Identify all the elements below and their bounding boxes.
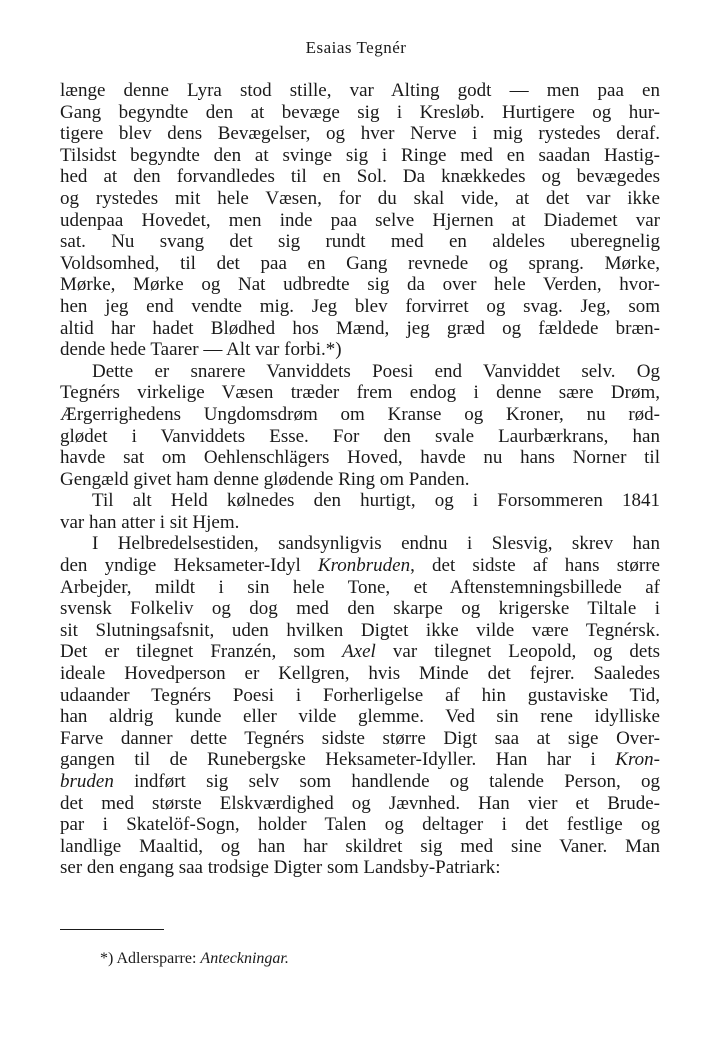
text-line: bruden indført sig selv som handlende og talende Person, og [60, 771, 660, 792]
text-line: dende hede Taarer — Alt var forbi.*) [60, 339, 342, 361]
text-line: tigere blev dens Bevægelser, og hver Nerve i mig rystedes deraf. [60, 123, 660, 145]
text-line: ser den engang saa trodsige Digter som Landsby-Patriark: [60, 857, 501, 879]
text-line: og rystedes mit hele Væsen, for du skal vide, at det var ikke [60, 187, 660, 209]
body-text [60, 80, 660, 879]
text-line: gangen til de Runebergske Heksameter-Idyller. Han har i Kron- [60, 749, 660, 771]
text-line: Voldsomhed, til det paa en Gang revnede og sprang. Mørke, [60, 252, 660, 274]
text-line: Til alt Held kølnedes den hurtigt, og i Forsommeren 1841 [92, 490, 660, 512]
text-line: Farve danner dette Tegnérs sidste større Digt saa at sige Over- [60, 727, 660, 749]
footnote-source: Anteckningar. [200, 950, 289, 967]
text-line: udaander Tegnérs Poesi i Forherligelse af hin gustaviske Tid, [60, 684, 660, 706]
text-line: hen jeg end vendte mig. Jeg blev forvirret og svag. Jeg, som [60, 295, 660, 317]
text-line: hed at den forvandledes til en Sol. Da knækkedes og bevægedes [60, 166, 660, 188]
text-line: Mørke, Mørke og Nat udbredte sig da over hele Verden, hvor- [60, 274, 660, 296]
text-line: I Helbredelsestiden, sandsynligvis endnu i Slesvig, skrev han [92, 533, 660, 555]
text-line: den yndige Heksameter-Idyl Kronbruden, det sidste af hans større [60, 555, 660, 577]
text-line: han aldrig kunde eller vilde glemme. Ved sin rene idylliske [60, 706, 660, 728]
text-line: Tegnérs virkelige Væsen træder frem endog i denne sære Drøm, [60, 382, 660, 404]
paragraph [60, 361, 660, 491]
text-line: Gang begyndte den at bevæge sig i Kresløb. Hurtigere og hur- [60, 101, 660, 123]
footnote [100, 950, 289, 968]
text-line: sit Slutningsafsnit, uden hvilken Digtet ikke vilde være Tegnérsk. [60, 619, 660, 641]
text-line: glødet i Vanviddets Esse. For den svale Laurbærkrans, han [60, 425, 660, 447]
footnote-marker: *) [100, 950, 114, 967]
text-line: par i Skatelöf-Sogn, holder Talen og deltager i det festlige og [60, 814, 660, 836]
footnote-rule [60, 929, 164, 930]
text-line: altid har hadet Blødhed hos Mænd, jeg græd og fældede bræn- [60, 317, 660, 339]
text-line: svensk Folkeliv og dog med den skarpe og krigerske Tiltale i [60, 598, 660, 620]
text-line: havde sat om Oehlenschlägers Hoved, havde nu hans Norner til [60, 447, 660, 469]
text-line: ideale Hovedperson er Kellgren, hvis Minde det fejrer. Saaledes [60, 663, 660, 685]
text-line: Tilsidst begyndte den at svinge sig i Ringe med en saadan Hastig- [60, 144, 660, 166]
text-line: Arbejder, mildt i sin hele Tone, et Aftenstemningsbillede af [60, 576, 660, 598]
text-line: Dette er snarere Vanviddets Poesi end Vanviddet selv. Og [92, 360, 660, 382]
paragraph [60, 80, 660, 361]
paragraph [60, 490, 660, 533]
text-line: sat. Nu svang det sig rundt med en aldeles uberegnelig [60, 231, 660, 253]
text-line: udenpaa Hovedet, men inde paa selve Hjernen at Diademet var [60, 209, 660, 231]
text-line: var han atter i sit Hjem. [60, 511, 240, 533]
text-line: Ærgerrighedens Ungdomsdrøm om Kranse og Kroner, nu rød- [60, 403, 660, 425]
text-line: Gengæld givet ham denne glødende Ring om Panden. [60, 468, 470, 490]
text-line: længe denne Lyra stod stille, var Alting godt — men paa en [60, 80, 660, 101]
paragraph [60, 533, 660, 879]
footnote-author: Adlersparre: [116, 950, 197, 967]
text-line: landlige Maaltid, og han har skildret sig med sine Vaner. Man [60, 835, 660, 857]
text-line: Det er tilegnet Franzén, som Axel var tilegnet Leopold, og dets [60, 641, 661, 663]
running-header: Esaias Tegnér [305, 38, 407, 57]
text-line: det med største Elskværdighed og Jævnhed. Han vier et Brude- [60, 792, 660, 814]
